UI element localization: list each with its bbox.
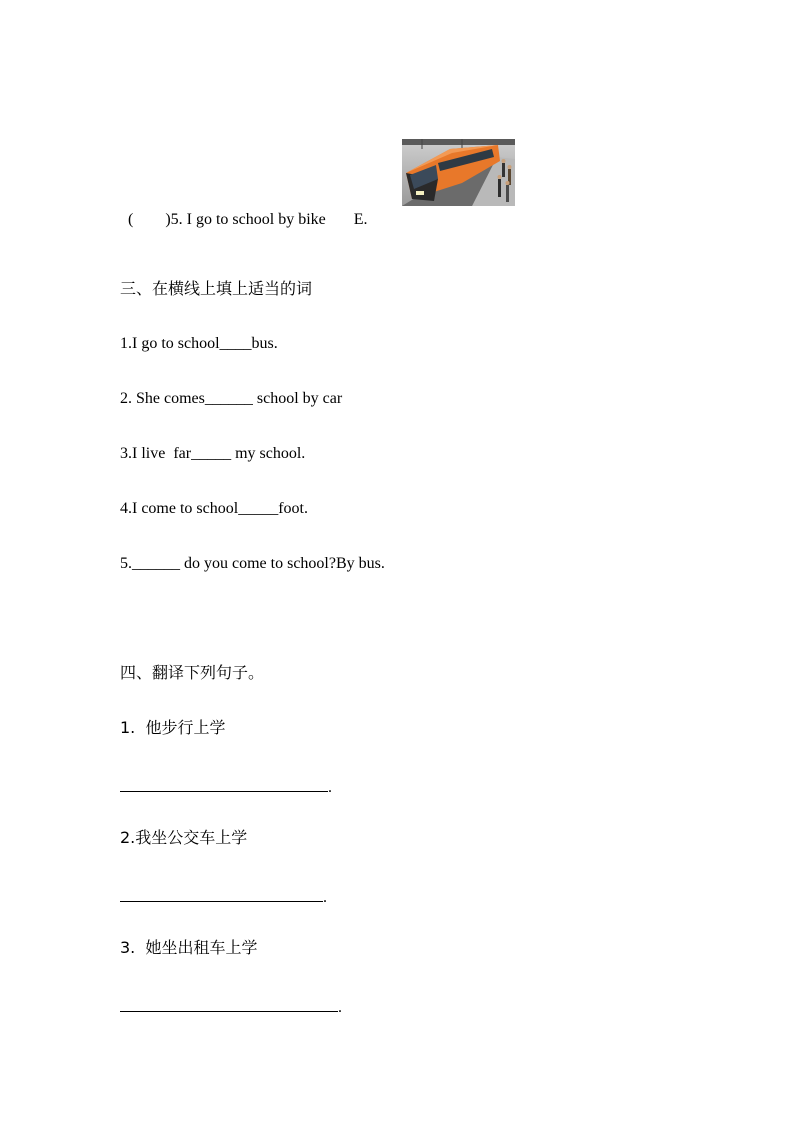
matching-item-5 — [120, 190, 368, 230]
fill-item-5: 5.______ do you come to school?By bus. — [120, 555, 385, 572]
translate-answer-2: . — [120, 885, 327, 908]
matching-item-text: 5. I go to school by bike — [170, 211, 326, 228]
fill-blank[interactable]: ______ — [204, 390, 253, 407]
translate-answer-3: . — [120, 995, 342, 1018]
option-letter: E. — [353, 211, 368, 228]
fill-blank[interactable]: ______ — [132, 555, 180, 572]
fill-blank[interactable]: _____ — [191, 445, 232, 462]
translate-answer-1: . — [120, 775, 332, 798]
fill-item-2: 2. She comes______ school by car — [120, 390, 343, 407]
translate-prompt-1: 1. 他步行上学 — [120, 718, 226, 737]
answer-line[interactable] — [120, 775, 328, 792]
answer-line[interactable] — [120, 995, 338, 1012]
translate-prompt-3: 3. 她坐出租车上学 — [120, 938, 258, 957]
fill-item-4: 4.I come to school_____foot. — [120, 500, 308, 517]
answer-line[interactable] — [120, 885, 323, 902]
train-photo-icon — [402, 139, 515, 206]
section-4-heading: 四、翻译下列句子。 — [120, 663, 265, 682]
fill-item-3: 3.I live far_____ my school. — [120, 445, 306, 462]
answer-parentheses[interactable]: ( ) — [128, 211, 171, 228]
section-3-heading: 三、在横线上填上适当的词 — [120, 279, 313, 298]
fill-blank[interactable]: ____ — [219, 335, 252, 352]
fill-item-1: 1.I go to school____bus. — [120, 335, 278, 352]
translate-prompt-2: 2.我坐公交车上学 — [120, 828, 248, 847]
fill-blank[interactable]: _____ — [238, 500, 279, 517]
